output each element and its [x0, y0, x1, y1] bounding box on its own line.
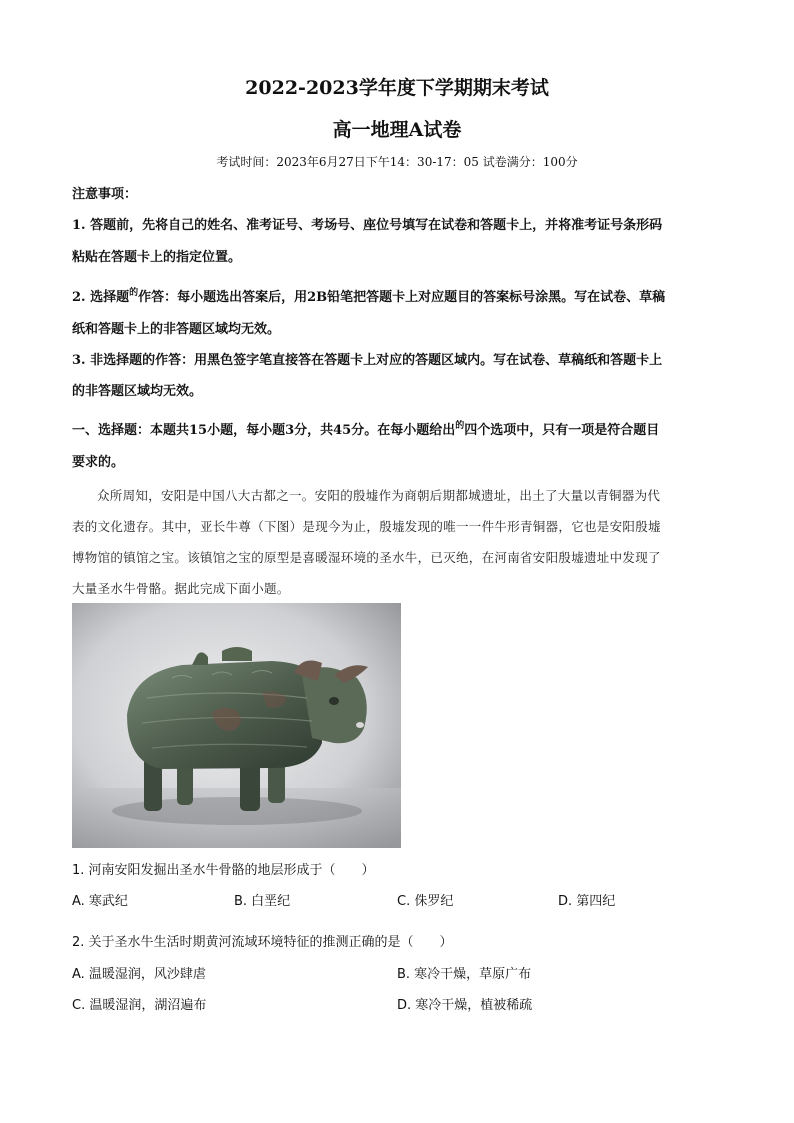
exam-title: 2022-2023学年度下学期期末考试	[245, 77, 549, 99]
note-3-line-1: 3. 非选择题的作答：用黑色签字笔直接答在答题卡上对应的答题区域内。写在试卷、草稿纸和答题卡上	[72, 353, 663, 368]
passage-line-1: 众所周知，安阳是中国八大古都之一。安阳的殷墟作为商朝后期都城遗址，出土了大量以青铜器为代	[97, 488, 661, 503]
section-heading-line-2: 要求的。	[72, 455, 125, 470]
question-2-stem: 2. 关于圣水牛生活时期黄河流域环境特征的推测正确的是（ ）	[72, 935, 453, 950]
question-1-option-d[interactable]: D. 第四纪	[558, 894, 616, 909]
question-2-option-b[interactable]: B. 寒冷干燥，草原广布	[397, 967, 532, 982]
passage-line-4: 大量圣水牛骨骼。据此完成下面小题。	[72, 581, 290, 596]
note-2-superscript: 的	[129, 288, 139, 298]
note-2-prefix: 2. 选择题	[72, 290, 130, 305]
note-2-line-1	[72, 285, 665, 305]
question-1-option-b[interactable]: B. 白垩纪	[234, 894, 291, 909]
question-1-stem: 1. 河南安阳发掘出圣水牛骨骼的地层形成于（ ）	[72, 863, 375, 878]
question-2-option-c[interactable]: C. 温暖湿润，湖沼遍布	[72, 998, 207, 1013]
section-heading-line-1	[72, 418, 659, 438]
question-1-option-a[interactable]: A. 寒武纪	[72, 894, 128, 909]
passage-line-2: 表的文化遗存。其中，亚长牛尊（下图）是现今为止，殷墟发现的唯一一件牛形青铜器，它也是安阳殷墟	[72, 519, 661, 534]
exam-info: 考试时间：2023年6月27日下午14：30-17：05 试卷满分：100分	[216, 155, 578, 169]
note-2-line-2: 纸和答题卡上的非答题区域均无效。	[72, 322, 281, 337]
question-2-option-d[interactable]: D. 寒冷干燥，植被稀疏	[397, 998, 533, 1013]
passage-line-3: 博物馆的镇馆之宝。该镇馆之宝的原型是喜暖湿环境的圣水牛，已灭绝，在河南省安阳殷墟遗址中发现了	[72, 550, 661, 565]
exam-subtitle: 高一地理A试卷	[332, 119, 462, 141]
section-text: 四个选项中，只有一项是符合题目	[464, 423, 660, 438]
note-1-line-2: 粘贴在答题卡上的指定位置。	[72, 250, 242, 265]
bronze-ox-zun-photo	[72, 603, 401, 848]
note-1-line-1: 1. 答题前，先将自己的姓名、准考证号、考场号、座位号填写在试卷和答题卡上，并将准考证号条形码	[72, 218, 663, 233]
notes-heading: 注意事项：	[72, 187, 138, 202]
section-superscript: 的	[455, 421, 465, 431]
note-3-line-2: 的非答题区域均无效。	[72, 384, 203, 399]
note-2-text: 作答：每小题选出答案后，用2B铅笔把答题卡上对应题目的答案标号涂黑。写在试卷、草稿	[138, 290, 666, 305]
question-1-option-c[interactable]: C. 侏罗纪	[397, 894, 454, 909]
question-2-option-a[interactable]: A. 温暖湿润，风沙肆虐	[72, 967, 206, 982]
section-prefix: 一、选择题：本题共15小题，每小题3分，共45分。在每小题给出	[72, 423, 456, 438]
